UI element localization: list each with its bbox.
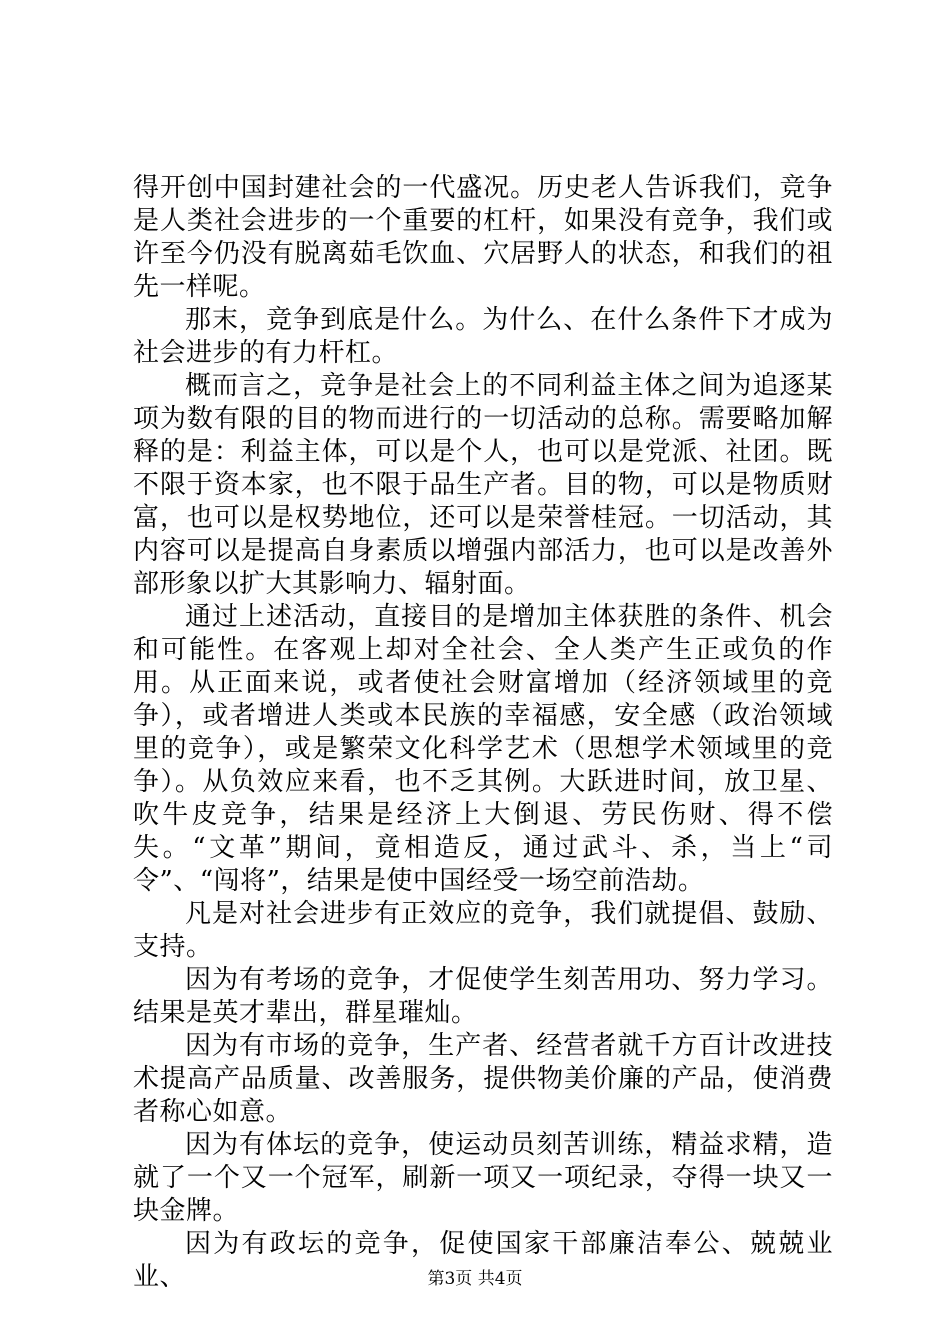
document-body <box>133 172 833 1294</box>
page-number-label: 第3页 共4页 <box>427 1269 523 1289</box>
paragraph: 因为有体坛的竞争，使运动员刻苦训练，精益求精，造就了一个又一个冠军，刷新一项又一项纪录，夺得一块又一块金牌。 <box>133 1130 833 1226</box>
paragraph: 通过上述活动，直接目的是增加主体获胜的条件、机会和可能性。在客观上却对全社会、全人类产生正或负的作用。从正面来说，或者使社会财富增加（经济领域里的竞争），或者增进人类或本民族的幸福感，安全感（政治领域里的竞争），或是繁荣文化科学艺术（思想学术领域里的竞争）。从负效应来看，也不乏其例。大跃进时间，放卫星、吹牛皮竞争，结果是经济上大倒退、劳民伤财、得不偿失。“文革”期间，竟相造反，通过武斗、杀，当上“司令”、“闯将”，结果是使中国经受一场空前浩劫。 <box>133 602 833 896</box>
paragraph: 那末，竞争到底是什么。为什么、在什么条件下才成为社会进步的有力杆杠。 <box>133 305 833 368</box>
paragraph: 凡是对社会进步有正效应的竞争，我们就提倡、鼓励、支持。 <box>133 899 833 962</box>
page-footer <box>0 1264 950 1289</box>
paragraph-continuation: 得开创中国封建社会的一代盛况。历史老人告诉我们，竞争是人类社会进步的一个重要的杠杆，如果没有竞争，我们或许至今仍没有脱离茹毛饮血、穴居野人的状态，和我们的祖先一样呢。 <box>133 173 833 302</box>
paragraph: 概而言之，竞争是社会上的不同利益主体之间为追逐某项为数有限的目的物而进行的一切活动的总称。需要略加解释的是：利益主体，可以是个人，也可以是党派、社团。既不限于资本家，也不限于品生产者。目的物，可以是物质财富，也可以是权势地位，还可以是荣誉桂冠。一切活动，其内容可以是提高自身素质以增强内部活力，也可以是改善外部形象以扩大其影响力、辐射面。 <box>133 371 833 599</box>
paragraph: 因为有政坛的竞争，促使国家干部廉洁奉公、兢兢业业、 <box>133 1229 833 1292</box>
paragraph: 因为有考场的竞争，才促使学生刻苦用功、努力学习。结果是英才辈出，群星璀灿。 <box>133 965 833 1028</box>
paragraph: 因为有市场的竞争，生产者、经营者就千方百计改进技术提高产品质量、改善服务，提供物美价廉的产品，使消费者称心如意。 <box>133 1031 833 1127</box>
